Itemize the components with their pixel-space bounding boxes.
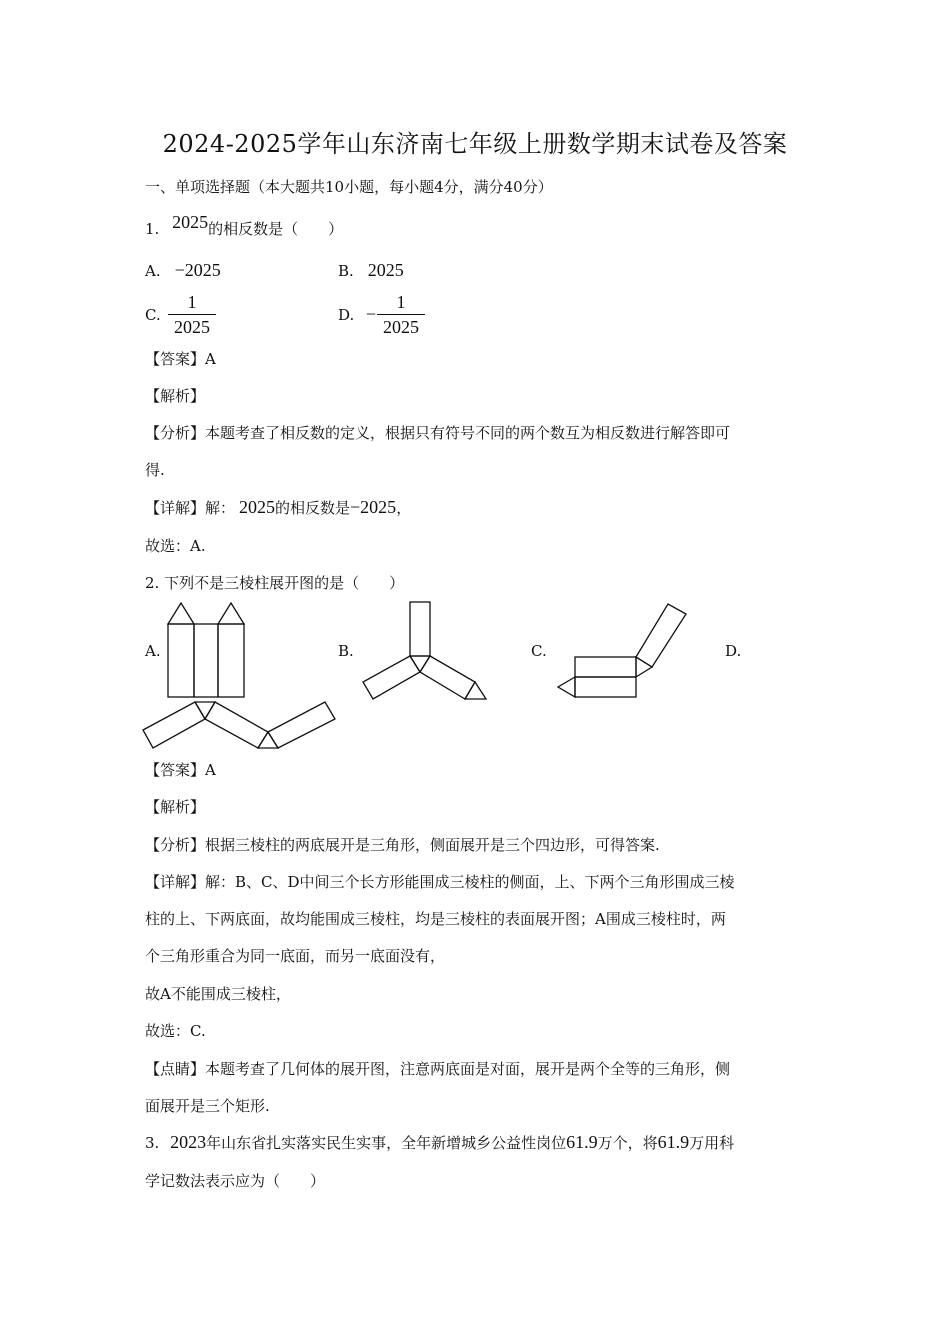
fraction-bar [377,314,425,315]
question-3-line-2: 学记数法表示应为（ ） [145,1172,326,1190]
net-face [268,702,335,748]
choose-2: 故选：C. [145,1022,206,1040]
comment-2-line-1: 【点睛】本题考查了几何体的展开图，注意两底面是对面，展开是两个全等的三角形，侧 [145,1060,731,1078]
net-face [636,604,686,667]
option-d-sign: − [365,304,377,324]
net-triangle [410,656,430,672]
jiexi-1: 【解析】 [145,387,206,405]
figure-b-net [360,600,490,705]
detail-1: 【详解】解： 2025的相反数是−2025， [145,497,412,517]
fraction-bar [168,314,216,315]
option-b: B. 2025 [338,260,404,280]
jiexi-2: 【解析】 [145,798,206,816]
net-face [363,656,420,699]
figure-d-net [140,695,340,755]
net-triangle [195,702,215,719]
figure-c-label: C. [531,642,547,660]
option-a: A. −2025 [145,260,221,280]
detail-2-line-4: 故A不能围成三棱柱， [145,985,291,1003]
figure-d-label: D. [725,642,742,660]
net-triangle [636,657,652,677]
net-face [143,702,205,748]
question-1-stem [145,212,344,239]
detail-2-line-1: 【详解】解：B、C、D中间三个长方形能围成三棱柱的侧面，上、下两个三角形围成三棱 [145,873,735,891]
net-face [575,657,636,677]
net-face [168,624,194,697]
question-value: 2025 [172,212,209,232]
figure-a-net [160,600,260,700]
net-triangle [218,603,244,624]
question-number: 1. [145,220,160,238]
net-face [205,702,268,748]
option-d-fraction: 1 2025 [377,292,425,337]
net-face [410,602,430,656]
net-triangle [258,732,278,748]
net-triangle [168,603,194,624]
net-triangle [558,677,575,697]
option-c-fraction: 1 2025 [168,292,216,337]
answer-1: 【答案】A [145,350,216,368]
section-heading: 一、单项选择题（本大题共10小题，每小题4分，满分40分） [145,178,553,196]
figure-b-label: B. [338,642,354,660]
figure-a-label: A. [145,642,161,660]
question-text: 的相反数是（ ） [208,220,344,238]
option-d-label: D. [338,306,355,324]
net-face [194,624,218,697]
analysis-2: 【分析】根据三棱柱的两底展开是三角形，侧面展开是三个四边形，可得答案. [145,836,660,854]
analysis-1-line-1: 【分析】本题考查了相反数的定义，根据只有符号不同的两个数互为相反数进行解答即可 [145,424,731,442]
net-face [218,624,244,697]
comment-2-line-2: 面展开是三个矩形. [145,1097,270,1115]
question-2-stem: 2. 下列不是三棱柱展开图的是（ ） [145,574,405,592]
answer-2: 【答案】A [145,761,216,779]
net-face [575,677,636,697]
option-c-label: C. [145,306,161,324]
detail-2-line-2: 柱的上、下两底面，故均能围成三棱柱，均是三棱柱的表面展开图；A围成三棱柱时，两 [145,910,726,928]
net-face [420,656,475,699]
choose-1: 故选：A. [145,537,206,555]
figure-c-net [555,600,690,705]
net-triangle [465,682,486,699]
question-3-stem: 3. 2023年山东省扎实落实民生实事，全年新增城乡公益性岗位61.9万个，将61.9万用科 [145,1132,735,1152]
analysis-1-line-2: 得. [145,461,165,479]
detail-2-line-3: 个三角形重合为同一底面，而另一底面没有， [145,947,446,965]
page-title: 2024-2025学年山东济南七年级上册数学期末试卷及答案 [162,130,788,158]
